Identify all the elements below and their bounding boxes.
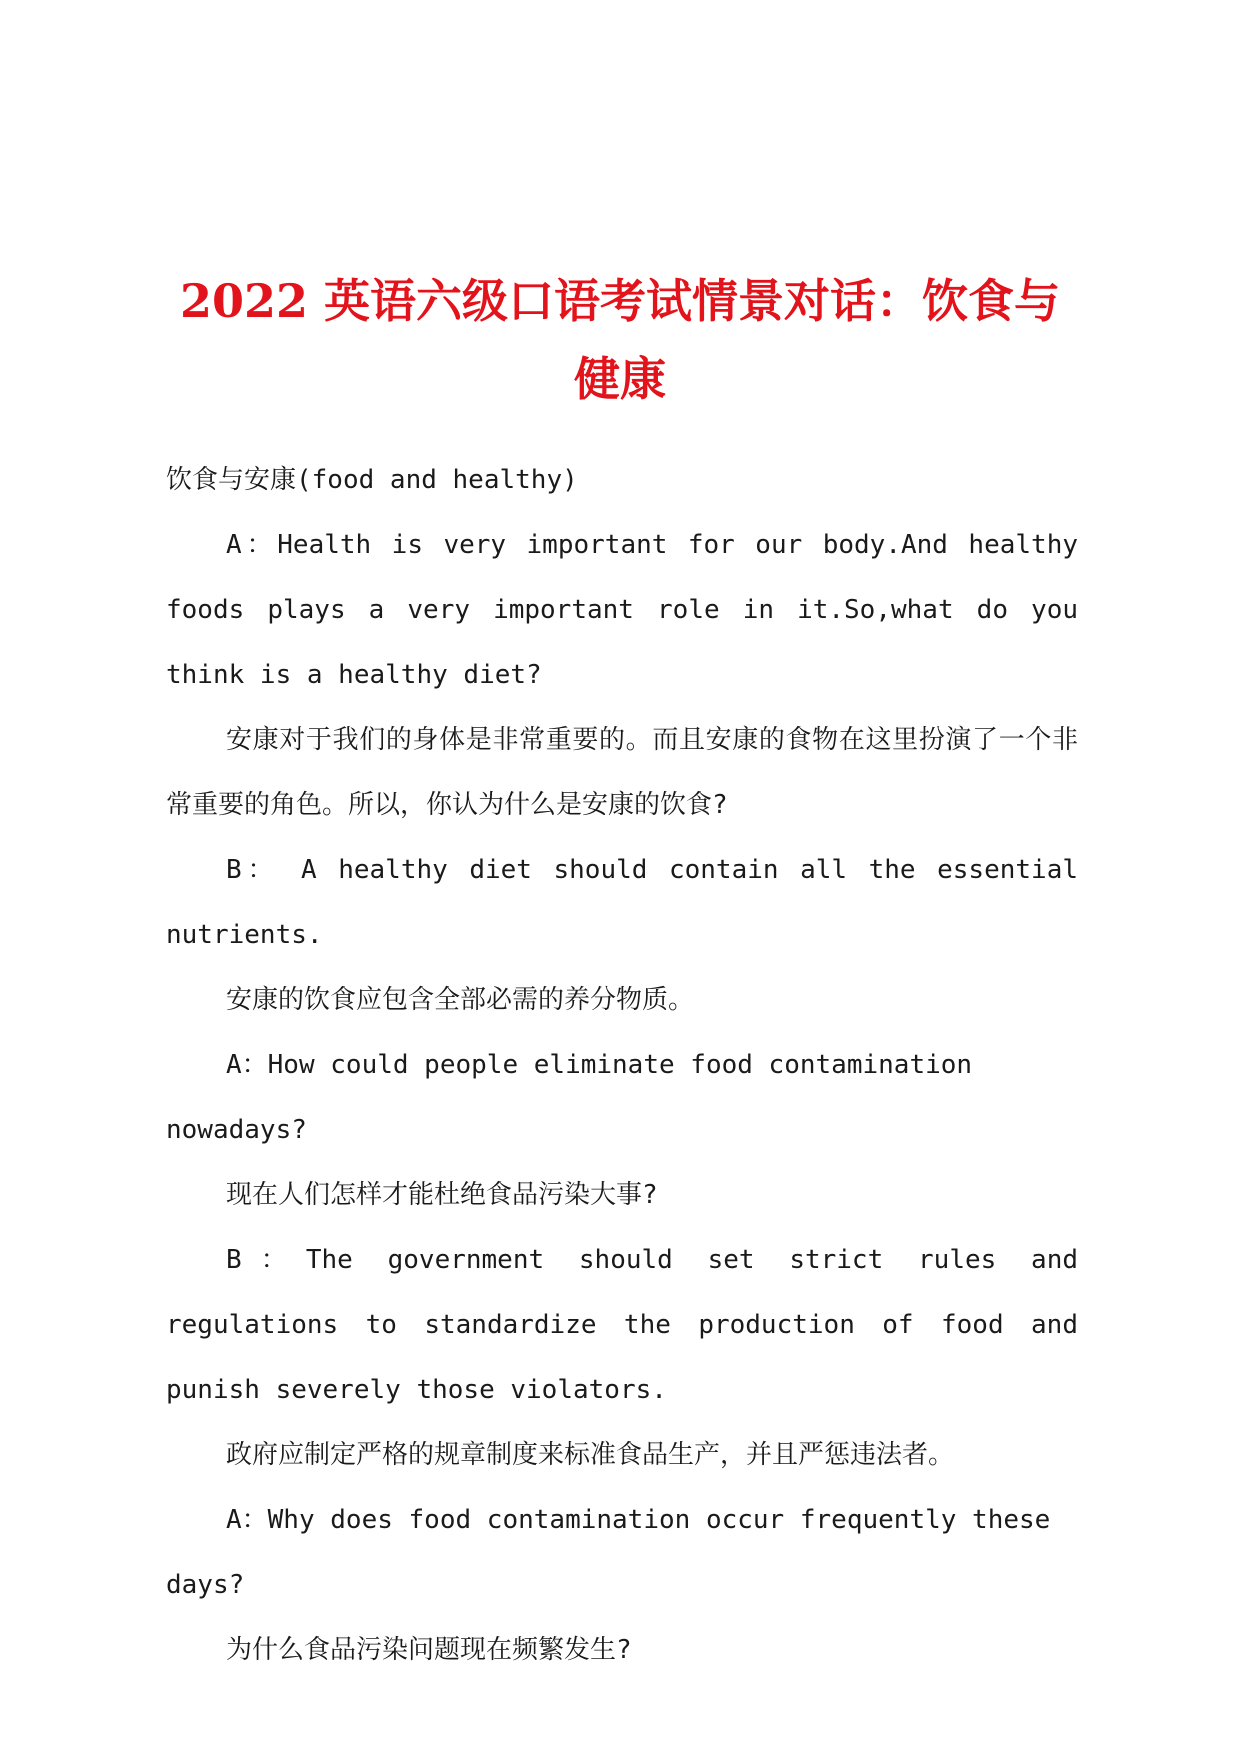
dialogue-line-en: A：Why does food contamination occur frequently these days? (166, 1505, 1051, 1600)
dialogue-line-zh: 安康对于我们的身体是非常重要的。而且安康的食物在这里扮演了一个非常重要的角色。所以，你认为什么是安康的饮食? (166, 725, 1078, 820)
dialogue-line-zh: 为什么食品污染问题现在频繁发生? (226, 1635, 632, 1665)
dialogue-line-zh: 安康的饮食应包含全部必需的养分物质。 (226, 985, 695, 1015)
dialogue-line-en: B：The government should set strict rules and regulations to standardize the production of food and punish severely those violators. (166, 1245, 1078, 1405)
section-heading: 饮食与安康(food and healthy) (166, 465, 578, 495)
dialogue-line-zh: 现在人们怎样才能杜绝食品污染大事? (226, 1180, 658, 1210)
dialogue-line-en: B： A healthy diet should contain all the essential nutrients. (166, 855, 1078, 950)
dialogue-line-zh: 政府应制定严格的规章制度来标准食品生产，并且严惩违法者。 (226, 1440, 955, 1470)
document-title: 2022 英语六级口语考试情景对话：饮食与健康 (179, 274, 1061, 406)
dialogue-line-en: A：How could people eliminate food contamination nowadays? (166, 1050, 973, 1145)
document-body (166, 448, 1078, 1683)
dialogue-line-en: A：Health is very important for our body.And healthy foods plays a very important role in it.So,what do you think is a healthy diet? (166, 530, 1078, 690)
